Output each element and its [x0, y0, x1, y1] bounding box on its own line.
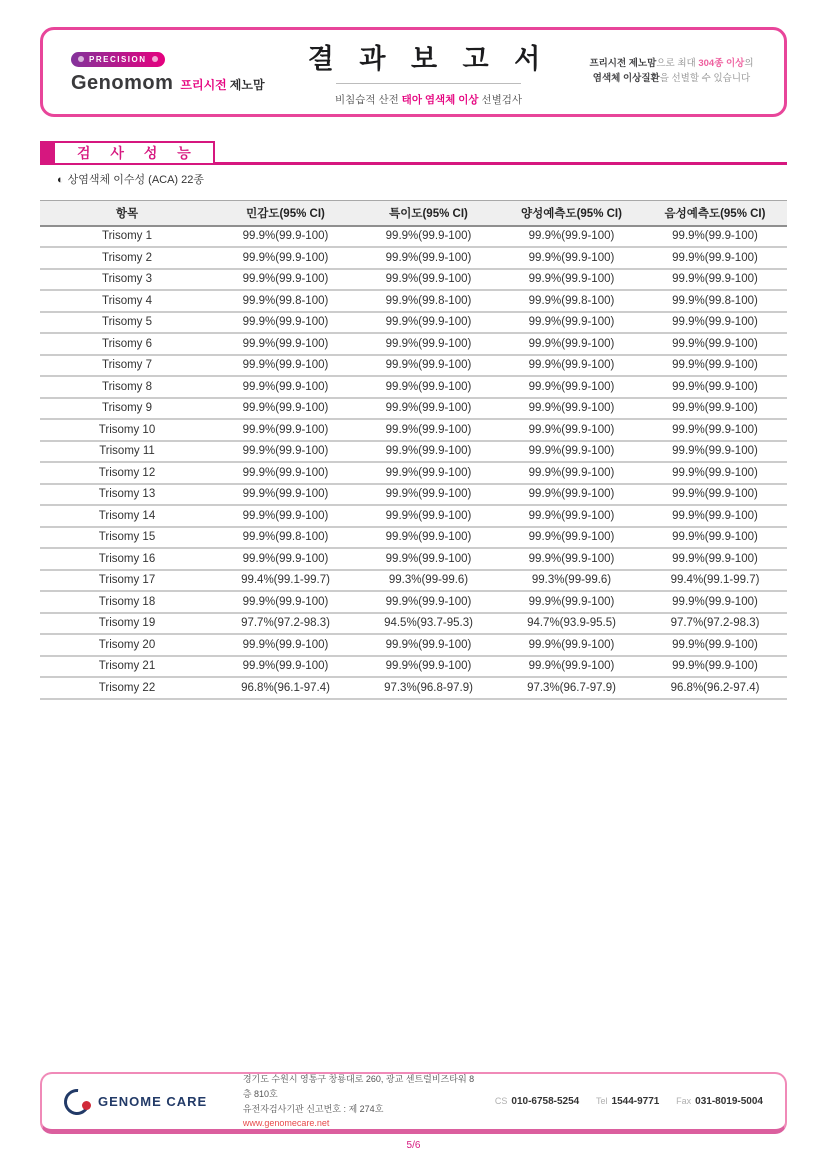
value-cell: 97.3%(96.8-97.9): [357, 677, 500, 699]
value-cell: 99.9%(99.9-100): [500, 505, 643, 527]
value-cell: 99.9%(99.9-100): [357, 226, 500, 248]
row-label-cell: Trisomy 14: [40, 505, 214, 527]
page-title: 결 과 보 고 서: [307, 44, 550, 74]
value-cell: 99.9%(99.9-100): [214, 591, 357, 613]
address-line-1: 경기도 수원시 영통구 창룡대로 260, 광교 센트럴비즈타워 8층 810호: [242, 1073, 475, 1099]
value-cell: 99.9%(99.9-100): [357, 376, 500, 398]
row-label-cell: Trisomy 15: [40, 527, 214, 549]
table-row: [40, 591, 787, 613]
value-cell: 99.9%(99.8-100): [643, 290, 787, 312]
table-row: [40, 419, 787, 441]
tagline-mid: 으로 최대: [656, 58, 699, 70]
table-row: [40, 570, 787, 592]
section-note: [57, 171, 204, 187]
value-cell: 97.7%(97.2-98.3): [214, 613, 357, 635]
cs-label: CS: [494, 1096, 508, 1106]
table-row: [40, 462, 787, 484]
genome-care-logo: [64, 1089, 243, 1115]
report-subtitle: [278, 92, 579, 107]
value-cell: 99.9%(99.9-100): [357, 312, 500, 334]
value-cell: 99.9%(99.9-100): [500, 226, 643, 248]
value-cell: 99.9%(99.9-100): [500, 527, 643, 549]
website-link[interactable]: www.genomecare.net: [242, 1118, 330, 1129]
row-label-cell: Trisomy 6: [40, 333, 214, 355]
row-label-cell: Trisomy 13: [40, 484, 214, 506]
value-cell: 99.9%(99.9-100): [500, 355, 643, 377]
logo-korean-dark: 제노맘: [229, 77, 265, 92]
value-cell: 99.9%(99.9-100): [357, 634, 500, 656]
value-cell: 99.9%(99.8-100): [214, 290, 357, 312]
table-row: [40, 441, 787, 463]
row-label-cell: Trisomy 5: [40, 312, 214, 334]
table-row: [40, 333, 787, 355]
value-cell: 99.9%(99.9-100): [357, 333, 500, 355]
table-row: [40, 376, 787, 398]
value-cell: 99.9%(99.9-100): [214, 247, 357, 269]
value-cell: 99.9%(99.9-100): [500, 376, 643, 398]
genome-care-logo-text: GENOME CARE: [98, 1094, 208, 1109]
value-cell: 99.9%(99.9-100): [357, 484, 500, 506]
table-row: [40, 484, 787, 506]
value-cell: 99.9%(99.9-100): [500, 548, 643, 570]
value-cell: 99.9%(99.9-100): [214, 269, 357, 291]
section-note-text: 상염색체 이수성 (ACA) 22종: [67, 174, 205, 186]
table-row: [40, 312, 787, 334]
value-cell: 99.3%(99-99.6): [357, 570, 500, 592]
value-cell: 99.9%(99.9-100): [643, 312, 787, 334]
value-cell: 99.9%(99.9-100): [214, 226, 357, 248]
subtitle-prefix: 비침습적 산전: [334, 94, 402, 106]
cs-number: 010-6758-5254: [511, 1096, 580, 1107]
address-line-2: 유전자검사기관 신고번호 : 제 274호: [242, 1103, 384, 1114]
row-label-cell: Trisomy 8: [40, 376, 214, 398]
row-label-cell: Trisomy 20: [40, 634, 214, 656]
precision-badge: [71, 52, 165, 67]
value-cell: 97.3%(96.7-97.9): [500, 677, 643, 699]
table-row: [40, 548, 787, 570]
row-label-cell: Trisomy 9: [40, 398, 214, 420]
col-header-ppv: 양성예측도(95% CI): [500, 201, 643, 226]
value-cell: 96.8%(96.1-97.4): [214, 677, 357, 699]
section-header-test-performance: [40, 141, 787, 165]
value-cell: 99.9%(99.9-100): [357, 548, 500, 570]
badge-dot-icon: [152, 56, 158, 62]
value-cell: 99.9%(99.9-100): [643, 398, 787, 420]
value-cell: 99.9%(99.9-100): [357, 247, 500, 269]
value-cell: 99.9%(99.9-100): [214, 634, 357, 656]
value-cell: 99.9%(99.9-100): [500, 333, 643, 355]
value-cell: 99.9%(99.9-100): [214, 462, 357, 484]
performance-table: [40, 200, 787, 700]
tagline-pink: 304종 이상: [698, 58, 745, 70]
table-row: [40, 269, 787, 291]
value-cell: 99.9%(99.9-100): [357, 462, 500, 484]
value-cell: 99.9%(99.9-100): [214, 441, 357, 463]
row-label-cell: Trisomy 1: [40, 226, 214, 248]
row-label-cell: Trisomy 19: [40, 613, 214, 635]
value-cell: 99.9%(99.9-100): [643, 484, 787, 506]
value-cell: 99.9%(99.9-100): [357, 441, 500, 463]
table-header-row: [40, 201, 787, 226]
value-cell: 99.9%(99.9-100): [214, 505, 357, 527]
badge-dot-icon: [78, 56, 84, 62]
section-title: 검 사 성 능: [53, 141, 215, 165]
col-header-item: 항목: [40, 201, 214, 226]
precision-badge-label: PRECISION: [89, 54, 147, 64]
row-label-cell: Trisomy 10: [40, 419, 214, 441]
value-cell: 99.9%(99.8-100): [357, 290, 500, 312]
row-label-cell: Trisomy 18: [40, 591, 214, 613]
value-cell: 99.9%(99.9-100): [643, 462, 787, 484]
footer-card: [40, 1072, 787, 1134]
table-row: [40, 355, 787, 377]
value-cell: 99.9%(99.9-100): [500, 591, 643, 613]
value-cell: 99.9%(99.9-100): [500, 398, 643, 420]
value-cell: 99.9%(99.9-100): [500, 419, 643, 441]
value-cell: 99.9%(99.9-100): [214, 548, 357, 570]
value-cell: 99.9%(99.9-100): [214, 333, 357, 355]
value-cell: 99.9%(99.9-100): [643, 441, 787, 463]
row-label-cell: Trisomy 11: [40, 441, 214, 463]
col-header-sensitivity: 민감도(95% CI): [214, 201, 357, 226]
tagline-bold-2: 염색체 이상질환: [592, 73, 660, 84]
value-cell: 99.9%(99.9-100): [357, 355, 500, 377]
fax-number: 031-8019-5004: [695, 1096, 763, 1107]
value-cell: 99.9%(99.9-100): [357, 269, 500, 291]
row-label-cell: Trisomy 21: [40, 656, 214, 678]
value-cell: 94.7%(93.9-95.5): [500, 613, 643, 635]
value-cell: 99.9%(99.9-100): [500, 634, 643, 656]
report-title-block: [278, 37, 579, 107]
row-label-cell: Trisomy 22: [40, 677, 214, 699]
value-cell: 99.9%(99.9-100): [643, 548, 787, 570]
tagline-bold-1: 프리시전 제노맘: [589, 58, 657, 70]
value-cell: 99.9%(99.9-100): [500, 656, 643, 678]
row-label-cell: Trisomy 2: [40, 247, 214, 269]
genomom-logo: Genomom: [71, 71, 174, 94]
value-cell: 99.9%(99.9-100): [643, 269, 787, 291]
value-cell: 99.9%(99.9-100): [643, 634, 787, 656]
table-row: [40, 677, 787, 699]
value-cell: 99.9%(99.9-100): [643, 505, 787, 527]
value-cell: 99.9%(99.9-100): [643, 419, 787, 441]
col-header-npv: 음성예측도(95% CI): [643, 201, 787, 226]
table-row: [40, 398, 787, 420]
performance-table-body: [40, 226, 787, 699]
value-cell: 99.9%(99.9-100): [357, 505, 500, 527]
subtitle-highlight: 태아 염색체 이상: [401, 94, 479, 106]
value-cell: 99.9%(99.9-100): [643, 376, 787, 398]
value-cell: 99.9%(99.9-100): [357, 398, 500, 420]
tagline-end-1: 의: [744, 58, 754, 70]
value-cell: 99.9%(99.9-100): [643, 333, 787, 355]
fax-label: Fax: [676, 1096, 692, 1106]
value-cell: 96.8%(96.2-97.4): [643, 677, 787, 699]
genome-care-g-icon: [64, 1089, 90, 1115]
value-cell: 97.7%(97.2-98.3): [643, 613, 787, 635]
row-label-cell: Trisomy 17: [40, 570, 214, 592]
value-cell: 99.3%(99-99.6): [500, 570, 643, 592]
tel-number: 1544-9771: [611, 1096, 660, 1107]
value-cell: 99.9%(99.8-100): [214, 527, 357, 549]
row-label-cell: Trisomy 12: [40, 462, 214, 484]
value-cell: 99.9%(99.9-100): [357, 656, 500, 678]
header-tagline: [579, 57, 784, 86]
value-cell: 99.9%(99.9-100): [500, 247, 643, 269]
half-circle-icon: ◐: [57, 174, 64, 186]
value-cell: 99.9%(99.9-100): [643, 656, 787, 678]
section-header-rule: [215, 162, 787, 165]
brand-logo-block: [43, 49, 278, 95]
row-label-cell: Trisomy 3: [40, 269, 214, 291]
value-cell: 99.9%(99.9-100): [500, 462, 643, 484]
table-row: [40, 634, 787, 656]
subtitle-suffix: 선별검사: [478, 94, 523, 106]
value-cell: 99.9%(99.9-100): [500, 441, 643, 463]
value-cell: 99.9%(99.9-100): [357, 591, 500, 613]
logo-korean-pink: 프리시전: [180, 77, 227, 92]
value-cell: 99.9%(99.9-100): [357, 419, 500, 441]
tel-label: Tel: [596, 1096, 608, 1106]
value-cell: 99.9%(99.9-100): [500, 312, 643, 334]
value-cell: 99.9%(99.9-100): [214, 376, 357, 398]
value-cell: 99.9%(99.9-100): [357, 527, 500, 549]
value-cell: 94.5%(93.7-95.3): [357, 613, 500, 635]
value-cell: 99.9%(99.9-100): [643, 355, 787, 377]
report-header-card: [40, 27, 787, 117]
value-cell: 99.4%(99.1-99.7): [214, 570, 357, 592]
table-row: [40, 613, 787, 635]
value-cell: 99.9%(99.9-100): [500, 269, 643, 291]
row-label-cell: Trisomy 7: [40, 355, 214, 377]
col-header-specificity: 특이도(95% CI): [357, 201, 500, 226]
value-cell: 99.9%(99.9-100): [643, 226, 787, 248]
page-indicator: 5/6: [406, 1140, 421, 1151]
footer-contact-block: [481, 1096, 763, 1107]
title-divider: [336, 83, 521, 84]
value-cell: 99.9%(99.9-100): [214, 398, 357, 420]
tagline-end-2: 을 선별할 수 있습니다: [659, 73, 751, 84]
table-row: [40, 527, 787, 549]
value-cell: 99.9%(99.9-100): [214, 656, 357, 678]
table-row: [40, 290, 787, 312]
row-label-cell: Trisomy 4: [40, 290, 214, 312]
table-row: [40, 505, 787, 527]
table-row: [40, 226, 787, 248]
value-cell: 99.9%(99.9-100): [214, 355, 357, 377]
value-cell: 99.9%(99.9-100): [214, 484, 357, 506]
value-cell: 99.9%(99.9-100): [214, 419, 357, 441]
value-cell: 99.9%(99.9-100): [643, 247, 787, 269]
table-row: [40, 247, 787, 269]
value-cell: 99.9%(99.9-100): [643, 591, 787, 613]
value-cell: 99.9%(99.9-100): [214, 312, 357, 334]
value-cell: 99.9%(99.8-100): [500, 290, 643, 312]
footer-address-block: [243, 1072, 481, 1131]
value-cell: 99.9%(99.9-100): [500, 484, 643, 506]
value-cell: 99.4%(99.1-99.7): [643, 570, 787, 592]
table-row: [40, 656, 787, 678]
row-label-cell: Trisomy 16: [40, 548, 214, 570]
section-header-lead-bar: [40, 141, 53, 165]
value-cell: 99.9%(99.9-100): [643, 527, 787, 549]
